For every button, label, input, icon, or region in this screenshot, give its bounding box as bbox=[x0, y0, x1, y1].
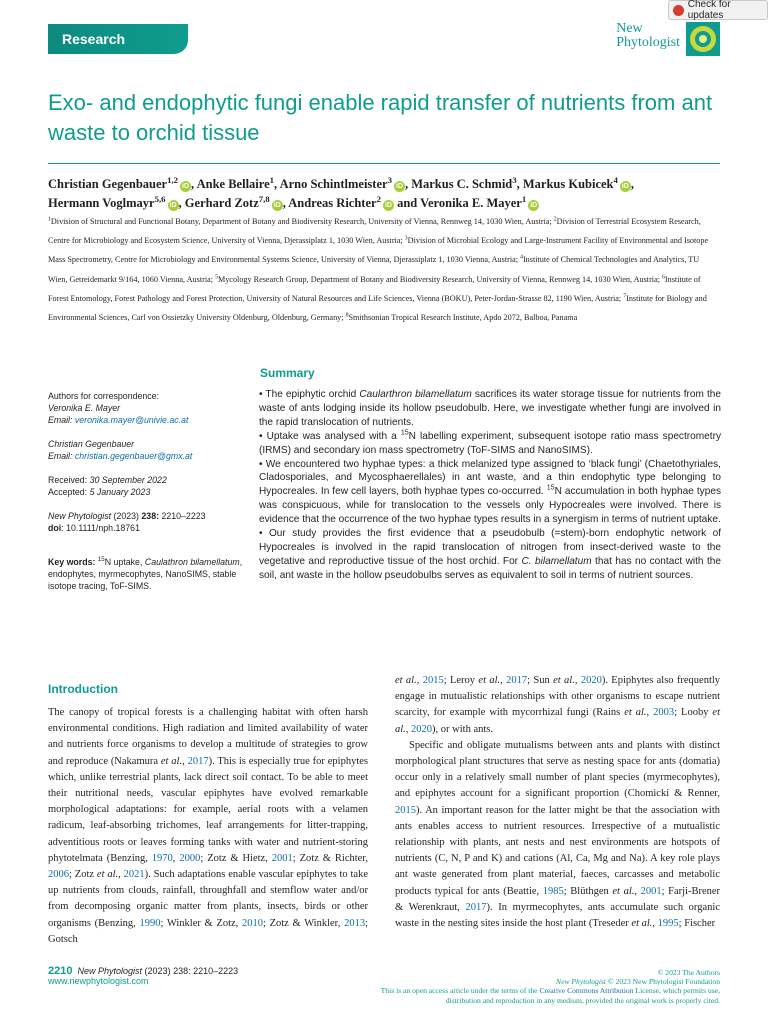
affiliation-number: 5 bbox=[215, 273, 218, 280]
author-name: Hermann Voglmayr bbox=[48, 196, 155, 210]
author-affiliation-number: 1,2 bbox=[167, 174, 179, 185]
author-name: Markus C. Schmid bbox=[411, 177, 513, 191]
author-affiliation-number: 4 bbox=[613, 174, 618, 185]
doi[interactable]: doi: 10.1111/nph.18761 bbox=[48, 523, 140, 533]
author-affiliation-number: 7,8 bbox=[258, 193, 270, 204]
author-name: Gerhard Zotz bbox=[184, 196, 259, 210]
email-link-1[interactable]: veronika.mayer@univie.ac.at bbox=[74, 415, 189, 425]
crossmark-icon bbox=[673, 5, 684, 16]
summary-bullet: • The epiphytic orchid Caularthron bilamellatum sacrifices its water storage tissue for nutrients from the waste of ants lodging inside its hollow pseudobulb. Here, we investigate whether fungi are involved in the rapid translocation of nutrients. bbox=[259, 389, 721, 428]
affiliation-text: Institute of Chemical Technologies and Analytics, TU Wien, Getreidemarkt 9/164, 1060 Vienna, Austria; bbox=[48, 255, 700, 284]
correspondence-author-1: Veronika E. Mayer bbox=[48, 403, 121, 413]
affiliation-number: 2 bbox=[553, 216, 557, 223]
footer-license bbox=[300, 968, 720, 1005]
keywords: Key words: $^{15}$N uptake, Caulathron bilamellatum, endophytes, myrmecophytes, NanoSIMS, stable isotope tracing, ToF-SIMS. bbox=[48, 556, 243, 591]
author-affiliation-number: 5,6 bbox=[154, 193, 166, 204]
citation: New Phytologist (2023) 238: 2210–2223 bbox=[48, 511, 206, 521]
affiliation-number: 4 bbox=[520, 254, 523, 261]
section-tab-label: Research bbox=[62, 31, 126, 47]
affiliation-text: Smithsonian Tropical Research Institute, Apdo 2072, Balboa, Panama bbox=[348, 313, 578, 323]
author-name: Arno Schintlmeister bbox=[279, 177, 388, 191]
article-info-sidebar bbox=[48, 390, 248, 592]
accepted-label: Accepted: bbox=[48, 487, 90, 497]
author-name: Andreas Richter bbox=[288, 196, 377, 210]
orcid-icon[interactable]: iD bbox=[273, 202, 281, 209]
journal-name-line2: Phytologist bbox=[616, 35, 680, 50]
introduction-heading: Introduction bbox=[48, 682, 118, 696]
affiliation-text: Institute of Forest Entomology, Forest Pathology and Forest Protection, University of Natural Resources and Life Sciences, Vienna (BOKU), Peter-Jordan-Strasse 82, 1190 Wien, Austria; bbox=[48, 274, 701, 303]
body-column-right: et al., 2015; Leroy et al., 2017; Sun et al., 2020). Epiphytes also frequently engage in mutualistic relationships with other organisms to escape nutrient scarcity, for example with mycorrhizal fungi (Rains et al., 2003; Looby et al., 2020), or with ants. Specific and obligate mutualisms between ants and plants with distinct morphological plant structures that serve as nesting space for ants (domatia) occur only in a relatively small number of plant species (myrmecophytes), and epiphytes account for a significant proportion (Chomicki & Renner, 2015). An important reason for the latter might be that the association with ants enables access to nutrient resources. Irrespective of a mutualistic relationship with plants, ant nests and nest environments are hotspots of nutrients (C, N, P and K) and cations (Al, Ca, Mg and Na). A key role plays ant waste generated from plant material, faeces, carcasses and metabolic products typical for ants (Beattie, 1985; Blüthgen et al., 2001; Farji-Brener & Werenkraut, 2017). In myrmecophytes, ants accumulate such organic waste in the nesting sites inside the host plant (Treseder et al., 1995; Fischer bbox=[395, 675, 721, 930]
check-updates-button[interactable] bbox=[668, 0, 768, 20]
affiliation-text: Institute for Biology and Environmental Sciences, Carl von Ossietzky University Oldenburg, Oldenburg, Germany; bbox=[48, 293, 707, 323]
article-title: Exo- and endophytic fungi enable rapid transfer of nutrients from ant waste to orchid tissue bbox=[48, 90, 713, 145]
author-name: Anke Bellaire bbox=[196, 177, 270, 191]
copyright-authors: © 2023 The Authors bbox=[657, 968, 720, 977]
footer-citation: 2210 New Phytologist (2023) 238: 2210–2223 www.newphytologist.com bbox=[48, 965, 239, 986]
affiliation-text: Division of Microbial Ecology and Large-Instrument Facility of Environmental and Isotope Mass Spectrometry, Centre for Microbiology and Environmental Systems Science, University of Vienna, Djerassiplatz 1, 1030 Vienna, Austria; bbox=[48, 236, 709, 265]
author-affiliation-number: 1 bbox=[269, 174, 275, 185]
license-line-2: distribution and reproduction in any medium, provided the original work is properly cited. bbox=[445, 995, 720, 1005]
correspondence-author-2: Christian Gegenbauer bbox=[48, 439, 135, 449]
accepted-date: 5 January 2023 bbox=[89, 487, 151, 497]
affiliation-text: Division of Structural and Functional Botany, Department of Botany and Biodiversity Research, University of Vienna, Rennweg 14, 1030 Wien, Austria; bbox=[50, 217, 554, 226]
author-affiliation-number: 2 bbox=[376, 193, 381, 204]
license-line: This is an open access article under the terms of the Creative Commons Attribution License, which permits use, bbox=[380, 986, 720, 996]
author-affiliation-number: 1 bbox=[521, 193, 527, 204]
affiliation-text: Mycology Research Group, Department of Botany and Biodiversity Research, University of Vienna, Rennweg 14, 1030 Wien, Austria; bbox=[217, 274, 663, 284]
orcid-icon[interactable]: iD bbox=[530, 202, 538, 209]
body-column-left: The canopy of tropical forests is a challenging habitat with often harsh environmental conditions. High radiation and limited availability of water and nutrients force organisms to develop a multitude of strategies to grow and reproduce (Nakamura et al., 2017). This is especially true for epiphytes which, unlike terrestrial plants, lack direct soil contact. To be able to meet their nutritional needs, vascular epiphytes have evolved remarkable morphological adaptations: for example, aerial roots with a velamen radicum, leaf-absorbing trichomes, leaf arrangements for litter-trapping, adventitious roots or leaves forming tanks with water and nutrient-storing phytotelmata (Benzing, 1970, 2000; Zotz & Hietz, 2001; Zotz & Richter, 2006; Zotz et al., 2021). Such adaptations enable vascular epiphytes to take up nutrients from clouds, rainfall, throughfall and stemflow water and/or from decomposing organic matter from plants, insects, birds or other organisms (Benzing, 1990; Winkler & Zotz, 2010; Zotz & Winkler, 2013; Gotsch bbox=[48, 707, 369, 945]
author-list: Christian Gegenbauer$^{1,2}$iD , Anke Bellaire$^1$, Arno Schintlmeister$^3$iD , Markus C. Schmid$^3$, Markus Kubicek$^4$iD , Hermann Voglmayr$^{5,6}$iD , Gerhard Zotz$^{7,8}$iD , Andreas Richter$^2$iD and Veronika E. Mayer$^1$iD bbox=[48, 174, 635, 210]
email-link-2[interactable]: christian.gegenbauer@gmx.at bbox=[74, 451, 193, 461]
check-updates-label: Check for updates bbox=[687, 0, 731, 21]
author-name: Veronika E. Mayer bbox=[420, 196, 522, 210]
orcid-icon[interactable]: iD bbox=[395, 183, 403, 190]
orcid-icon[interactable]: iD bbox=[169, 202, 177, 209]
received-label: Received: bbox=[48, 475, 90, 485]
affiliation-number: 1 bbox=[48, 216, 51, 223]
affiliations bbox=[48, 212, 720, 327]
journal-url[interactable]: www.newphytologist.com bbox=[48, 976, 149, 986]
email-label-1: Email: bbox=[48, 415, 75, 425]
affiliation-number: 3 bbox=[404, 235, 408, 242]
cc-license-link[interactable]: Creative Commons Attribution bbox=[539, 986, 634, 996]
email-label-2: Email: bbox=[48, 451, 75, 461]
section-tab bbox=[48, 24, 188, 54]
summary-bullet: • We encountered two hyphae types: a thick melanized type assigned to ‘black fungi’ (Chaetothyriales, Cladosporiales, and Mycosphaerellales) in ant waste, and a thin endophytic type belonging to Hypocreales. In few cell layers, both hyphae types co-occurred. $^{15}$N accumulation in both hyphae types was conspicuous, while for translocation to the vessels only Hypocreales were involved. There is evidence that the occurrence of the two hyphae types results in a synergism in terms of nutrient uptake. bbox=[259, 458, 721, 526]
summary-heading: Summary bbox=[260, 366, 315, 380]
journal-name-line1: New bbox=[616, 21, 643, 36]
summary-bullet: • Uptake was analysed with a $^{15}$N labelling experiment, subsequent isotope ratio mass spectrometry (IRMS) and secondary ion mass spectrometry (ToF-SIMS and NanoSIMS). bbox=[259, 429, 721, 456]
author-affiliation-number: 3 bbox=[512, 174, 517, 185]
orcid-icon[interactable]: iD bbox=[621, 183, 629, 190]
orcid-icon[interactable]: iD bbox=[384, 202, 392, 209]
affiliation-number: 8 bbox=[345, 312, 349, 319]
summary-body bbox=[259, 388, 721, 583]
correspondence-label: Authors for correspondence: bbox=[48, 391, 160, 401]
affiliation-text: Division of Terrestrial Ecosystem Research, Centre for Microbiology and Ecosystem Science, University of Vienna, Djerassiplatz 1, 1030 Wien, Austria; bbox=[48, 217, 701, 246]
affiliation-number: 6 bbox=[662, 273, 665, 280]
page-number: 2210 bbox=[48, 965, 73, 977]
orcid-icon[interactable]: iD bbox=[182, 183, 190, 190]
author-affiliation-number: 3 bbox=[387, 174, 392, 185]
journal-logo bbox=[616, 22, 720, 54]
author-name: Christian Gegenbauer bbox=[48, 177, 168, 191]
summary-bullet: • Our study provides the first evidence that a pseudobulb (=stem)-born endophytic network of Hypocreales is involved in the rapid translocation of nitrogen from insect-derived waste to the vegetative and reproductive tissue of the host orchid. For C. bilamellatum that has no contact with the soil, ant waste in the hollow pseudobulbs serves as equivalent to soil in terms of nutrient sources. bbox=[259, 528, 721, 581]
journal-emblem-icon bbox=[686, 22, 720, 56]
affiliation-number: 7 bbox=[623, 293, 627, 300]
author-name: Markus Kubicek bbox=[522, 177, 614, 191]
received-date: 30 September 2022 bbox=[89, 475, 167, 485]
title-divider bbox=[48, 163, 720, 164]
copyright-foundation: New Phytologist © 2023 New Phytologist Foundation bbox=[556, 977, 720, 987]
